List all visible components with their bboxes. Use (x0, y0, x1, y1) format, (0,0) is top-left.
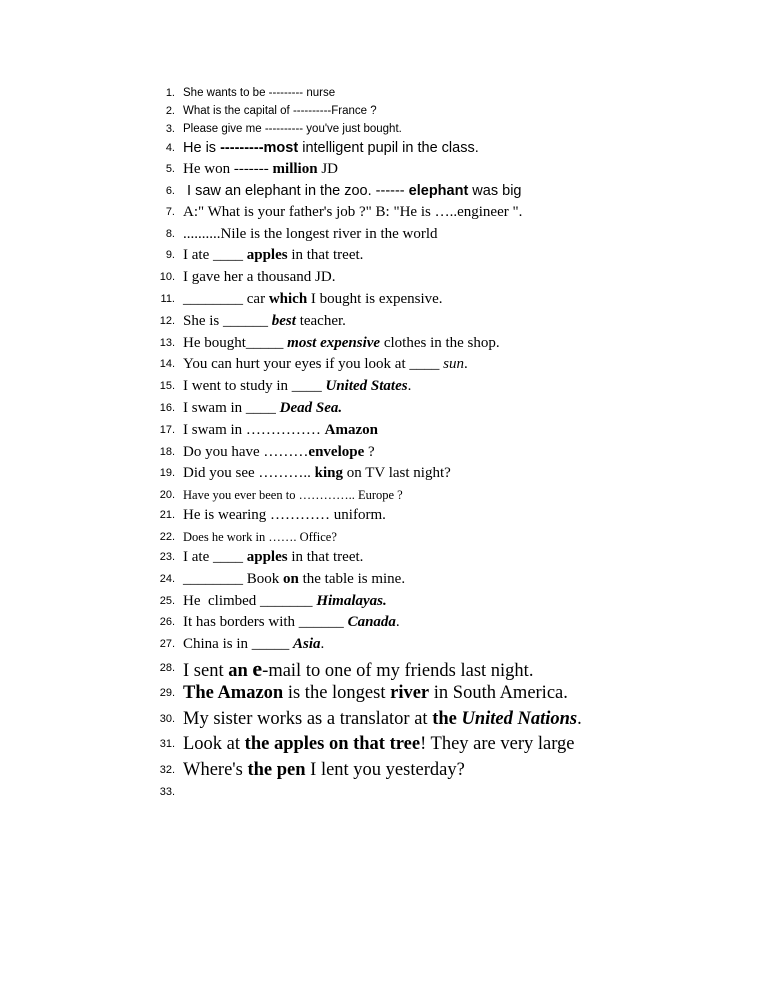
text-segment: in that treet. (287, 548, 364, 565)
item-number: 16. (159, 401, 175, 414)
item-text (183, 123, 402, 135)
item-number: 12. (159, 314, 175, 327)
item-text (183, 465, 451, 481)
text-segment: JD (317, 161, 338, 177)
bold-text: million (272, 161, 318, 177)
item-text (183, 655, 534, 681)
item-text (183, 614, 400, 630)
item-number: 18. (159, 445, 175, 458)
item-text (183, 378, 411, 394)
item-text (183, 549, 363, 565)
bold-text: the pen (247, 759, 306, 780)
bold-text: most expensive (287, 334, 381, 351)
item-text (183, 571, 405, 587)
text-segment: I ate ____ (183, 548, 247, 565)
list-item (0, 333, 768, 355)
text-segment: What is the capital of ----------France ? (183, 105, 377, 117)
item-text (183, 269, 335, 285)
list-item (0, 656, 768, 682)
list-item (0, 289, 768, 311)
list-item (0, 202, 768, 224)
item-text (183, 709, 582, 729)
bold-text: which (268, 290, 308, 307)
text-segment: He is wearing ………… uniform. (183, 507, 386, 524)
item-number: 27. (159, 638, 175, 651)
item-number: 8. (165, 227, 175, 240)
text-segment: Please give me ---------- you've just bought. (183, 123, 402, 135)
list-item (0, 420, 768, 442)
list-item (0, 181, 768, 202)
text-segment: She wants to be --------- nurse (183, 87, 336, 99)
text-segment: . (320, 636, 325, 653)
item-text (183, 87, 335, 99)
text-segment: ? (364, 443, 375, 460)
list-item (0, 783, 768, 801)
item-number: 21. (159, 509, 175, 522)
bold-text: United States (325, 378, 408, 395)
item-number: 23. (159, 550, 175, 563)
item-text (183, 247, 363, 263)
text-segment: You can hurt your eyes if you look at ____ (183, 356, 444, 373)
list-item (0, 707, 768, 733)
bold-text: elephant (408, 182, 469, 199)
text-segment: Have you ever been to ………….. Europe ? (183, 488, 403, 503)
text-segment: ! They are very large (420, 734, 575, 755)
item-text (183, 636, 324, 652)
text-segment: Does he work in ……. Office? (183, 529, 337, 544)
list-item (0, 569, 768, 591)
text-segment: He climbed _______ (183, 592, 317, 609)
text-segment: is the longest (283, 683, 391, 704)
text-segment: clothes in the shop. (380, 334, 500, 351)
list-item (0, 463, 768, 485)
bold-text: on (283, 570, 299, 587)
text-segment: the table is mine. (298, 570, 406, 587)
bold-text: Dead Sea. (279, 399, 343, 416)
list-item (0, 732, 768, 758)
list-item (0, 527, 768, 547)
item-number: 28. (159, 661, 175, 674)
text-segment: It has borders with ______ (183, 614, 348, 631)
bold-text: envelope (308, 443, 365, 460)
item-text (183, 683, 568, 703)
text-segment: I went to study in ____ (183, 378, 326, 395)
text-segment: I saw an elephant in the zoo. ------ (183, 182, 409, 199)
item-text (183, 313, 346, 329)
list-item (0, 159, 768, 181)
list-item (0, 224, 768, 246)
list-item (0, 245, 768, 267)
bold-text: apples (246, 548, 288, 565)
item-text (183, 488, 403, 502)
text-segment: He won ------- (183, 161, 273, 177)
item-text (183, 291, 443, 307)
item-text (183, 161, 338, 177)
item-text (183, 204, 522, 220)
item-text (183, 422, 378, 438)
item-text (183, 593, 387, 609)
item-text (183, 140, 479, 156)
item-number: 5. (165, 163, 175, 175)
item-text (183, 760, 465, 780)
list-item (0, 505, 768, 527)
text-segment: I swam in …………… (183, 421, 325, 438)
item-number: 15. (159, 380, 175, 393)
item-text (183, 734, 575, 754)
text-segment: was big (468, 182, 522, 199)
item-number: 33. (159, 786, 175, 799)
text-segment: intelligent pupil in the class. (298, 140, 479, 156)
text-segment: ________ car (183, 290, 269, 307)
text-segment: My sister works as a translator at (183, 708, 433, 729)
list-item (0, 311, 768, 333)
text-segment: She is ______ (183, 312, 272, 329)
italic-text: sun (443, 356, 464, 373)
bold-text: the (432, 708, 462, 729)
text-segment: I sent (183, 660, 229, 681)
item-number: 6. (165, 184, 175, 197)
bold-text: apples (246, 247, 288, 264)
text-segment: I bought is expensive. (307, 290, 443, 307)
item-number: 19. (159, 467, 175, 480)
item-text (183, 226, 438, 242)
item-number: 2. (165, 105, 175, 117)
item-number: 31. (159, 738, 175, 751)
item-number: 11. (160, 292, 175, 305)
exercise-list (0, 84, 768, 801)
text-segment: Do you have ……… (183, 443, 309, 460)
list-item (0, 612, 768, 634)
item-number: 14. (159, 358, 175, 371)
list-item (0, 485, 768, 505)
item-number: 1. (165, 87, 175, 99)
item-number: 13. (159, 336, 175, 349)
bold-text: Himalayas. (316, 592, 387, 609)
text-segment: . (407, 378, 412, 395)
item-text (183, 183, 521, 199)
text-segment: He bought_____ (183, 334, 288, 351)
list-item (0, 354, 768, 376)
bold-text: the apples on that tree (244, 734, 421, 755)
list-item (0, 547, 768, 569)
text-segment: Did you see ……….. (183, 465, 315, 482)
item-number: 17. (159, 423, 175, 436)
text-segment: in that treet. (287, 247, 364, 264)
list-item (0, 591, 768, 613)
item-number: 10. (159, 271, 175, 284)
text-segment: Where's (183, 759, 248, 780)
list-item (0, 442, 768, 464)
item-number: 20. (159, 489, 175, 502)
text-segment: . (463, 356, 468, 373)
text-segment: I gave her a thousand JD. (183, 269, 336, 286)
item-text (183, 400, 342, 416)
item-number: 9. (165, 249, 175, 262)
bold-text: king (314, 465, 344, 482)
bold-text: river (390, 683, 430, 704)
item-number: 3. (165, 123, 175, 135)
text-segment: ..........Nile is the longest river in the world (183, 225, 438, 242)
list-item (0, 138, 768, 159)
text-segment: in South America. (429, 683, 568, 704)
item-text (183, 507, 386, 523)
item-number: 32. (159, 763, 175, 776)
text-segment: . (395, 614, 400, 631)
item-number: 26. (159, 616, 175, 629)
bold-text: e (252, 655, 263, 681)
list-item (0, 102, 768, 120)
bold-text: Amazon (324, 421, 378, 438)
text-segment: ________ Book (183, 570, 284, 587)
text-segment: He is (183, 140, 221, 156)
item-number: 29. (159, 687, 175, 700)
bold-text: United Nations (461, 708, 578, 729)
text-segment: on TV last night? (343, 465, 451, 482)
item-text (183, 530, 337, 544)
text-segment: A:" What is your father's job ?" B: "He is …..engineer ". (183, 203, 523, 220)
item-text (183, 105, 377, 117)
bold-text: The Amazon (183, 683, 284, 704)
bold-text: ---------most (220, 140, 299, 156)
text-segment: -mail to one of my friends last night. (262, 660, 534, 681)
list-item (0, 634, 768, 656)
item-number: 4. (165, 142, 175, 154)
list-item (0, 376, 768, 398)
item-text (183, 444, 375, 460)
text-segment: I swam in ____ (183, 399, 280, 416)
text-segment: China is in _____ (183, 636, 294, 653)
list-item (0, 84, 768, 102)
list-item (0, 398, 768, 420)
text-segment: Look at (183, 734, 245, 755)
item-text (183, 356, 468, 372)
list-item (0, 120, 768, 138)
item-number: 7. (165, 205, 175, 218)
item-number: 22. (159, 530, 175, 543)
item-number: 25. (159, 594, 175, 607)
item-number: 24. (159, 572, 175, 585)
bold-text: Canada (347, 614, 396, 631)
list-item (0, 267, 768, 289)
bold-text: an (228, 660, 253, 681)
list-item (0, 758, 768, 784)
text-segment: I ate ____ (183, 247, 247, 264)
bold-text: best (271, 312, 296, 329)
list-item (0, 681, 768, 707)
item-number: 30. (159, 712, 175, 725)
bold-text: Asia (293, 636, 321, 653)
item-text (183, 335, 500, 351)
text-segment: . (577, 708, 582, 729)
text-segment: teacher. (295, 312, 346, 329)
text-segment: I lent you yesterday? (305, 759, 465, 780)
